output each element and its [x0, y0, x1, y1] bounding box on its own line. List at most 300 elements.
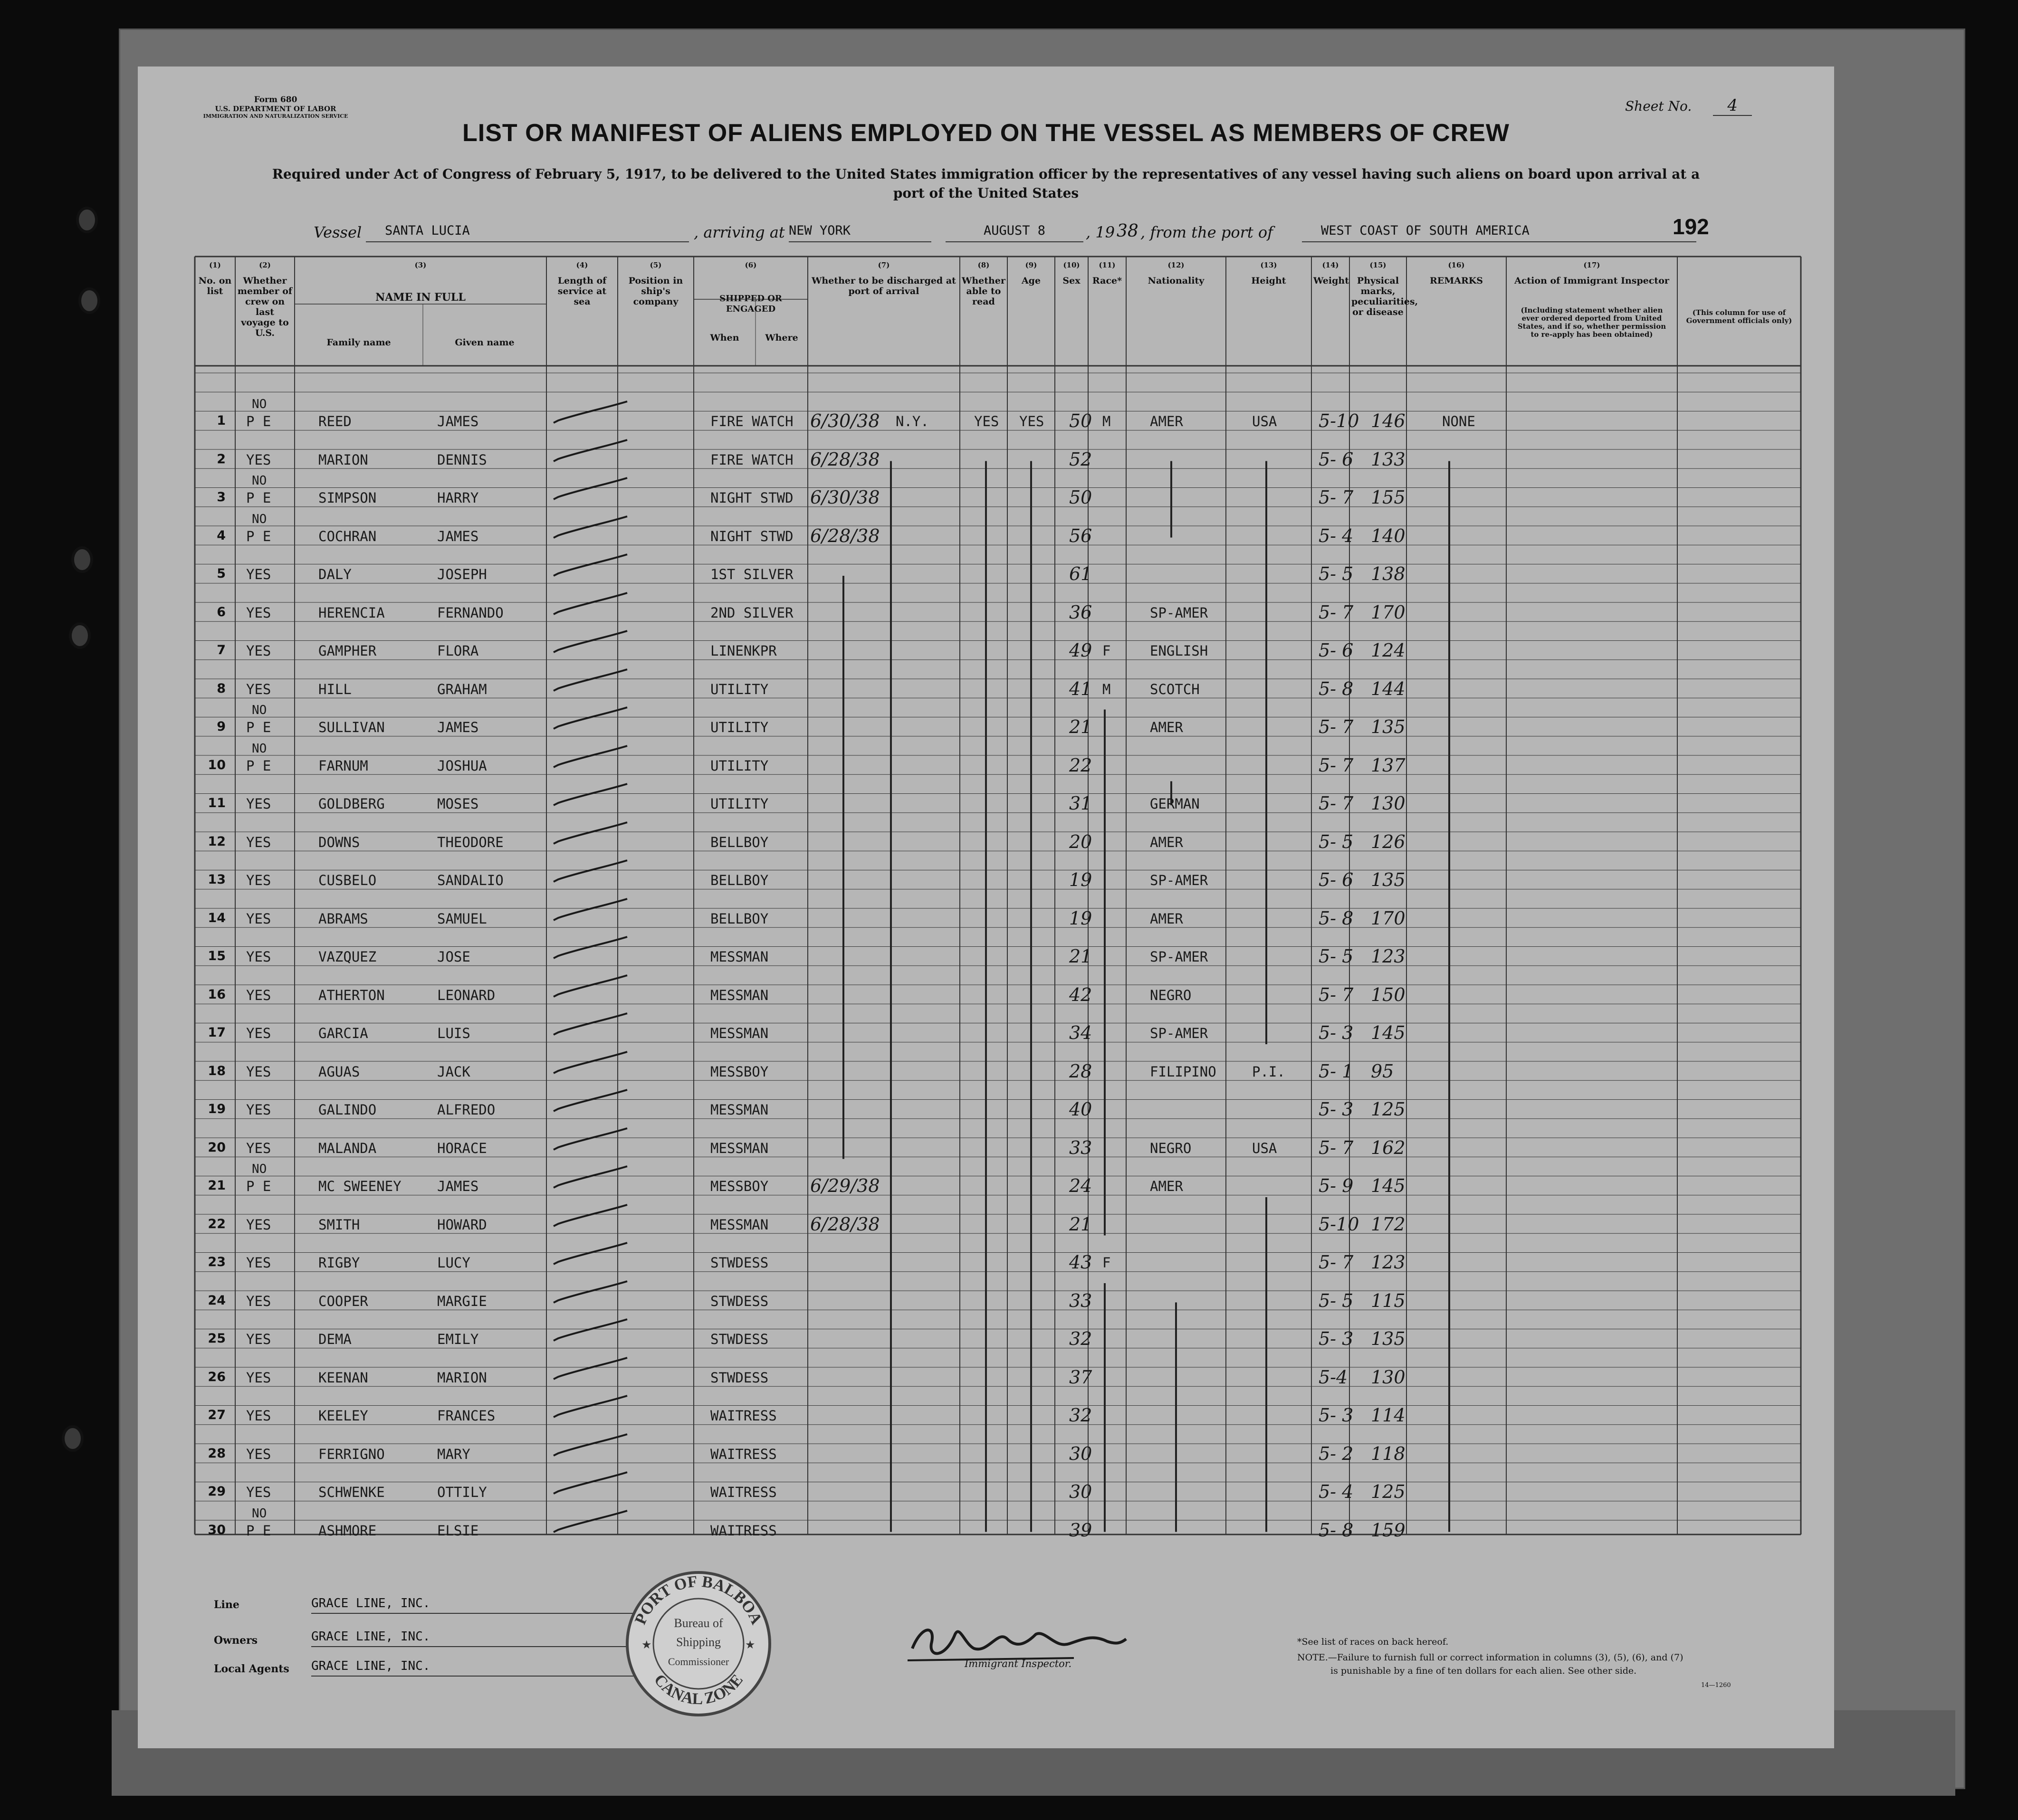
age: 30: [1069, 1443, 1092, 1464]
arrival-date: AUGUST 8: [984, 223, 1046, 238]
position: 2ND SILVER: [710, 604, 794, 621]
position: UTILITY: [710, 796, 769, 812]
position: 1ST SILVER: [710, 566, 794, 582]
race: NEGRO: [1150, 987, 1192, 1003]
family-name: MALANDA: [318, 1140, 377, 1156]
row-number: 19: [208, 1102, 226, 1116]
year-prefix: , 19: [1086, 223, 1115, 241]
row-number: 15: [208, 949, 226, 963]
weight: 144: [1371, 678, 1406, 699]
column-number: (2): [259, 261, 271, 269]
column-number: (1): [209, 261, 221, 269]
star-icon: ★: [641, 1638, 652, 1651]
position: BELLBOY: [710, 834, 769, 850]
checkmark-icon: [551, 1317, 632, 1345]
given-name: SANDALIO: [437, 872, 504, 888]
family-name: MC SWEENEY: [318, 1178, 402, 1194]
age: 50: [1069, 410, 1092, 431]
checkmark-icon: [551, 1393, 632, 1422]
row-number: 25: [208, 1331, 226, 1346]
column-header: Position in ship's company: [628, 276, 683, 307]
given-name: MOSES: [437, 796, 479, 812]
checkmark-icon: [551, 781, 632, 810]
age: 41: [1069, 678, 1092, 699]
age: 56: [1069, 525, 1092, 546]
weight: 115: [1371, 1290, 1406, 1311]
given-name: JAMES: [437, 528, 479, 544]
age: 42: [1069, 984, 1092, 1005]
height: 5- 2: [1319, 1443, 1354, 1464]
row-number: 16: [208, 987, 226, 1002]
checkmark-icon: [551, 705, 632, 734]
given-name: MARGIE: [437, 1293, 487, 1309]
height: 5- 5: [1319, 946, 1354, 967]
action-note: (This column for use of Government officials only): [1686, 308, 1792, 325]
height: 5- 8: [1319, 1519, 1354, 1541]
age: 28: [1069, 1060, 1092, 1082]
weight: 126: [1371, 831, 1406, 852]
nationality: P.I.: [1252, 1063, 1285, 1080]
weight: 170: [1371, 601, 1406, 623]
crew-status: P E: [246, 719, 271, 735]
checkmark-icon: [551, 743, 632, 772]
crew-status: YES: [246, 910, 271, 927]
column-number: (15): [1369, 261, 1387, 269]
weight: 137: [1371, 754, 1406, 776]
table-row: [138, 907, 1834, 949]
weight: 135: [1371, 716, 1406, 737]
position: STWDESS: [710, 1331, 769, 1347]
age: 19: [1069, 907, 1092, 929]
weight: 133: [1371, 448, 1406, 470]
age: 33: [1069, 1137, 1092, 1158]
position: STWDESS: [710, 1293, 769, 1309]
binder-hole-icon: [76, 207, 98, 233]
height: 5- 6: [1319, 640, 1354, 661]
weight: 95: [1371, 1060, 1394, 1082]
position: FIRE WATCH: [710, 413, 794, 429]
table-row: [138, 1290, 1834, 1332]
table-row: [138, 1099, 1834, 1140]
family-name: SULLIVAN: [318, 719, 385, 735]
position: MESSMAN: [710, 1102, 769, 1118]
table-row: [138, 1506, 1834, 1561]
port-stamp: [622, 1568, 775, 1720]
table-row: [138, 831, 1834, 873]
where-header: Where: [765, 333, 798, 343]
crew-note: NO: [252, 1506, 267, 1521]
given-name: THEODORE: [437, 834, 504, 850]
family-name: VAZQUEZ: [318, 949, 377, 965]
age: 32: [1069, 1328, 1092, 1349]
family-name: ATHERTON: [318, 987, 385, 1003]
age: 31: [1069, 793, 1092, 814]
race: AMER: [1150, 413, 1183, 429]
discharged: YES: [974, 413, 999, 429]
table-row: [138, 984, 1834, 1026]
given-name: DENNIS: [437, 451, 487, 468]
family-name: GOLDBERG: [318, 796, 385, 812]
stamp-mid3: Commissioner: [668, 1656, 729, 1668]
crew-note: NO: [252, 474, 267, 488]
table-row: [138, 741, 1834, 796]
family-name: FARNUM: [318, 757, 368, 774]
column-header: Whether able to read: [962, 276, 1005, 307]
shipped-when: 6/28/38: [810, 525, 880, 546]
nationality: USA: [1252, 1140, 1277, 1156]
height: 5- 1: [1319, 1060, 1354, 1082]
given-name: LUIS: [437, 1025, 470, 1041]
given-name: EMILY: [437, 1331, 479, 1347]
row-number: 11: [208, 796, 226, 810]
age: 49: [1069, 640, 1092, 661]
checkmark-icon: [551, 820, 632, 848]
checkmark-icon: [551, 973, 632, 1001]
position: STWDESS: [710, 1369, 769, 1386]
crew-status: YES: [246, 987, 271, 1003]
column-header: No. on list: [198, 276, 232, 296]
table-row: [138, 448, 1834, 490]
family-name: CUSBELO: [318, 872, 377, 888]
height: 5- 5: [1319, 563, 1354, 584]
sex: F: [1102, 643, 1111, 659]
footer-line-label: Line: [214, 1599, 239, 1611]
from-label: , from the port of: [1140, 223, 1273, 241]
nationality: USA: [1252, 413, 1277, 429]
family-name: SCHWENKE: [318, 1484, 385, 1500]
family-name: HILL: [318, 681, 352, 697]
weight: 159: [1371, 1519, 1406, 1541]
height: 5- 7: [1319, 1137, 1354, 1158]
position: WAITRESS: [710, 1408, 777, 1424]
position: MESSMAN: [710, 1025, 769, 1041]
given-name: HOWARD: [437, 1216, 487, 1233]
crew-status: YES: [246, 1408, 271, 1424]
height: 5- 6: [1319, 448, 1354, 470]
position: NIGHT STWD: [710, 528, 794, 544]
stamp-top-text: PORT OF BALBOA: [631, 1572, 765, 1627]
checkmark-icon: [551, 1164, 632, 1192]
table-row: [138, 1443, 1834, 1485]
height: 5- 3: [1319, 1405, 1354, 1426]
age: 32: [1069, 1405, 1092, 1426]
checkmark-icon: [551, 1202, 632, 1231]
column-header: REMARKS: [1429, 276, 1483, 286]
column-number: (3): [414, 261, 427, 269]
height: 5- 8: [1319, 678, 1354, 699]
table-body: [138, 67, 1834, 1748]
crew-status: YES: [246, 1446, 271, 1462]
checkmark-icon: [551, 1470, 632, 1498]
family-name: AGUAS: [318, 1063, 360, 1080]
checkmark-icon: [551, 1011, 632, 1039]
subtitle-line2: port of the United States: [893, 185, 1079, 201]
age: 19: [1069, 869, 1092, 890]
row-number: 28: [208, 1446, 226, 1461]
race: SP-AMER: [1150, 604, 1208, 621]
row-number: 6: [217, 604, 226, 619]
family-name-header: Family name: [326, 337, 391, 348]
family-name: SMITH: [318, 1216, 360, 1233]
age: 30: [1069, 1481, 1092, 1502]
crew-note: NO: [252, 512, 267, 526]
crew-status: YES: [246, 872, 271, 888]
table-row: [138, 1022, 1834, 1064]
given-name-header: Given name: [455, 337, 515, 348]
age: 22: [1069, 754, 1092, 776]
family-name: GARCIA: [318, 1025, 368, 1041]
crew-note: NO: [252, 1162, 267, 1176]
column-number: (17): [1583, 261, 1600, 269]
row-number: 22: [208, 1216, 226, 1231]
row-number: 9: [217, 719, 226, 734]
crew-status: P E: [246, 528, 271, 544]
family-name: COOPER: [318, 1293, 368, 1309]
binder-hole-icon: [71, 546, 93, 573]
checkmark-icon: [551, 667, 632, 696]
given-name: SAMUEL: [437, 910, 487, 927]
checkmark-icon: [551, 1355, 632, 1384]
column-number: (13): [1260, 261, 1277, 269]
row-number: 8: [217, 681, 226, 696]
position: WAITRESS: [710, 1522, 777, 1539]
race: FILIPINO: [1150, 1063, 1216, 1080]
weight: 114: [1371, 1405, 1406, 1426]
given-name: JOSHUA: [437, 757, 487, 774]
crew-status: YES: [246, 1102, 271, 1118]
family-name: MARION: [318, 451, 368, 468]
footer-agents-value: GRACE LINE, INC.: [311, 1659, 430, 1673]
given-name: MARION: [437, 1369, 487, 1386]
row-number: 27: [208, 1408, 226, 1422]
given-name: LEONARD: [437, 987, 496, 1003]
given-name: ALFREDO: [437, 1102, 496, 1118]
position: BELLBOY: [710, 910, 769, 927]
table-row: [138, 1060, 1834, 1102]
checkmark-icon: [551, 1432, 632, 1460]
height: 5- 3: [1319, 1099, 1354, 1120]
table-row: [138, 1162, 1834, 1217]
shipped-when: 6/28/38: [810, 448, 880, 470]
weight: 130: [1371, 1366, 1406, 1388]
shipped-where: N.Y.: [896, 413, 929, 429]
family-name: KEELEY: [318, 1408, 368, 1424]
given-name: FLORA: [437, 643, 479, 659]
inspector-label: Immigrant Inspector.: [965, 1658, 1072, 1669]
crew-status: YES: [246, 1216, 271, 1233]
age: 39: [1069, 1519, 1092, 1541]
crew-status: YES: [246, 1140, 271, 1156]
height: 5- 6: [1319, 869, 1354, 890]
column-header: Length of service at sea: [557, 276, 607, 307]
height: 5- 7: [1319, 793, 1354, 814]
row-number: 12: [208, 834, 226, 849]
age: 33: [1069, 1290, 1092, 1311]
table-row: [138, 678, 1834, 720]
row-number: 14: [208, 910, 226, 925]
weight: 170: [1371, 907, 1406, 929]
weight: 123: [1371, 946, 1406, 967]
weight: 155: [1371, 487, 1406, 508]
table-row: [138, 1481, 1834, 1523]
family-name: RIGBY: [318, 1255, 360, 1271]
weight: 124: [1371, 640, 1406, 661]
position: MESSMAN: [710, 1216, 769, 1233]
given-name: JAMES: [437, 719, 479, 735]
given-name: JAMES: [437, 413, 479, 429]
crew-note: NO: [252, 703, 267, 717]
position: WAITRESS: [710, 1446, 777, 1462]
weight: 123: [1371, 1252, 1406, 1273]
given-name: JAMES: [437, 1178, 479, 1194]
age: 61: [1069, 563, 1092, 584]
race: SP-AMER: [1150, 872, 1208, 888]
crew-status: YES: [246, 1293, 271, 1309]
races-note: *See list of races on back hereof.: [1297, 1637, 1449, 1647]
family-name: ABRAMS: [318, 910, 368, 927]
year: 38: [1117, 221, 1138, 241]
row-number: 20: [208, 1140, 226, 1155]
height: 5- 5: [1319, 831, 1354, 852]
form-code: 14—1260: [1701, 1682, 1731, 1689]
able-to-read: YES: [1019, 413, 1044, 429]
race: GERMAN: [1150, 796, 1200, 812]
checkmark-icon: [551, 1240, 632, 1269]
age: 24: [1069, 1175, 1092, 1196]
column-number: (12): [1167, 261, 1185, 269]
row-number: 17: [208, 1025, 226, 1040]
column-number: (5): [650, 261, 662, 269]
weight: 146: [1371, 410, 1406, 431]
row-number: 23: [208, 1255, 226, 1269]
checkmark-icon: [551, 514, 632, 543]
checkmark-icon: [551, 552, 632, 581]
column-header: Whether to be discharged at port of arrival: [812, 276, 956, 296]
column-header: Weight: [1313, 276, 1349, 286]
crew-status: YES: [246, 1369, 271, 1386]
row-number: 18: [208, 1063, 226, 1078]
shipped-when: 6/29/38: [810, 1175, 880, 1196]
table-row: [138, 1328, 1834, 1370]
age: 21: [1069, 946, 1092, 967]
crew-status: YES: [246, 1331, 271, 1347]
row-number: 26: [208, 1369, 226, 1384]
checkmark-icon: [551, 629, 632, 657]
age: 52: [1069, 448, 1092, 470]
row-number: 5: [217, 566, 226, 581]
given-name: JOSEPH: [437, 566, 487, 582]
position: UTILITY: [710, 719, 769, 735]
column-header: Action of Immigrant Inspector: [1514, 276, 1669, 286]
column-number: (14): [1322, 261, 1339, 269]
arriving-label: , arriving at: [694, 223, 785, 241]
row-number: 13: [208, 872, 226, 887]
column-header: NAME IN FULL: [375, 291, 466, 304]
column-number: (9): [1025, 261, 1037, 269]
crew-status: P E: [246, 1522, 271, 1539]
column-header: Whether member of crew on last voyage to U.S.: [237, 276, 293, 338]
subtitle-line1: Required under Act of Congress of February 5, 1917, to be delivered to the United States immigration officer by the representatives of any vessel having such aliens on board upon arrival at a: [272, 166, 1700, 182]
position: LINENKPR: [710, 643, 777, 659]
position: NIGHT STWD: [710, 490, 794, 506]
family-name: SIMPSON: [318, 490, 377, 506]
binder-hole-icon: [62, 1425, 84, 1452]
family-name: KEENAN: [318, 1369, 368, 1386]
column-number: (10): [1063, 261, 1080, 269]
weight: 125: [1371, 1099, 1406, 1120]
table-row: [138, 512, 1834, 567]
given-name: JACK: [437, 1063, 470, 1080]
checkmark-icon: [551, 934, 632, 963]
checkmark-icon: [551, 399, 632, 428]
race: AMER: [1150, 910, 1183, 927]
column-number: (16): [1448, 261, 1465, 269]
age: 37: [1069, 1366, 1092, 1388]
row-number: 24: [208, 1293, 226, 1308]
footer-line-value: GRACE LINE, INC.: [311, 1596, 430, 1610]
age: 34: [1069, 1022, 1092, 1043]
column-number: (7): [878, 261, 890, 269]
race: SCOTCH: [1150, 681, 1200, 697]
given-name: OTTILY: [437, 1484, 487, 1500]
weight: 138: [1371, 563, 1406, 584]
weight: 130: [1371, 793, 1406, 814]
given-name: LUCY: [437, 1255, 470, 1271]
table-row: [138, 397, 1834, 452]
column-header: Height: [1251, 276, 1286, 286]
manifest-sheet: [138, 67, 1834, 1748]
page-stamp: 192: [1673, 214, 1709, 239]
sheet-number: 4: [1713, 96, 1752, 116]
crew-status: P E: [246, 1178, 271, 1194]
footer-owners-value: GRACE LINE, INC.: [311, 1629, 430, 1644]
column-header: SHIPPED OR ENGAGED: [719, 294, 782, 314]
checkmark-icon: [551, 1087, 632, 1116]
crew-status: YES: [246, 681, 271, 697]
checkmark-icon: [551, 1049, 632, 1078]
sex: M: [1102, 413, 1111, 429]
height: 5- 8: [1319, 907, 1354, 929]
height: 5- 4: [1319, 1481, 1354, 1502]
given-name: MARY: [437, 1446, 470, 1462]
weight: 118: [1371, 1443, 1406, 1464]
binder-hole-icon: [69, 622, 91, 649]
weight: 172: [1371, 1213, 1406, 1235]
table-row: [138, 1252, 1834, 1293]
position: MESSMAN: [710, 949, 769, 965]
crew-status: YES: [246, 604, 271, 621]
crew-status: YES: [246, 451, 271, 468]
height: 5- 9: [1319, 1175, 1354, 1196]
family-name: ASHMORE: [318, 1522, 377, 1539]
physical-marks: NONE: [1442, 413, 1475, 429]
table-row: [138, 1137, 1834, 1179]
table-row: [138, 946, 1834, 987]
weight: 150: [1371, 984, 1406, 1005]
crew-status: YES: [246, 643, 271, 659]
table-row: [138, 1213, 1834, 1255]
height: 5-10: [1319, 410, 1359, 431]
weight: 145: [1371, 1022, 1406, 1043]
sex: F: [1102, 1255, 1111, 1271]
penalty-note: NOTE.—Failure to furnish full or correct information in columns (3), (5), (6), and (7): [1297, 1652, 1683, 1663]
row-number: 3: [217, 490, 226, 505]
checkmark-icon: [551, 591, 632, 619]
table-row: [138, 793, 1834, 834]
age: 36: [1069, 601, 1092, 623]
race: AMER: [1150, 719, 1183, 735]
weight: 135: [1371, 869, 1406, 890]
